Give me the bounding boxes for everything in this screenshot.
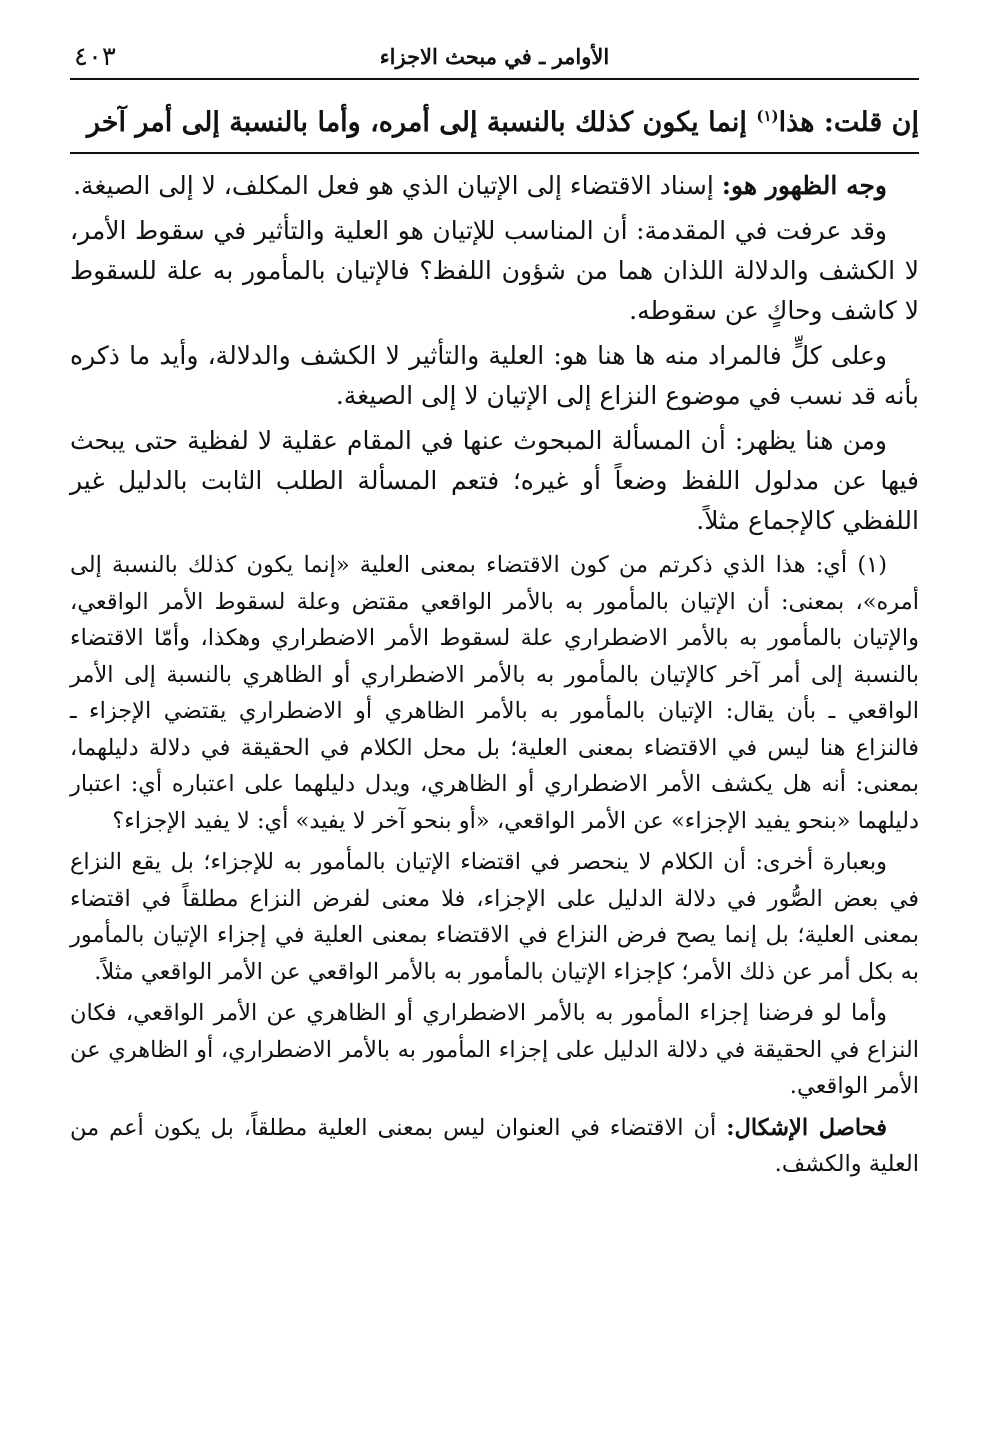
footnote-marker: (١) (756, 107, 779, 125)
paragraph-text: وعلى كلٍّ فالمراد منه ها هنا هو: العلية والتأثير لا الكشف والدلالة، وأيد ما ذكره بأنه قد نسب في موضوع النزاع إلى الإتيان لا إلى الصيغة. (70, 341, 919, 410)
running-title: الأوامر ـ في مبحث الاجزاء (379, 44, 610, 69)
paragraph-text: أن الاقتضاء في العنوان ليس بمعنى العلية مطلقاً، بل يكون أعم من العلية والكشف. (70, 1114, 919, 1177)
paragraph-lead: فحاصل الإشكال: (726, 1114, 887, 1141)
paragraph-text: وأما لو فرضنا إجزاء المأمور به بالأمر الاضطراري أو الظاهري عن الأمر الواقعي، فكان النزاع في الحقيقة في دلالة الدليل على إجزاء المأمور به بالأمر الاضطراري، أو الظاهري عن الأمر الواقعي. (70, 1000, 919, 1099)
commentary-paragraph (70, 336, 919, 416)
paragraph-text: ومن هنا يظهر: أن المسألة المبحوث عنها في المقام عقلية لا لفظية حتى يبحث فيها عن مدلول اللفظ وضعاً أو غيره؛ فتعم المسألة الطلب الثابت بالدليل غير اللفظي كالإجماع مثلاً. (70, 426, 919, 535)
matn-line (70, 80, 919, 152)
commentary-paragraph (70, 166, 919, 206)
footnote-paragraph (70, 547, 919, 839)
matn-rule (70, 152, 919, 154)
footnote-paragraph (70, 1110, 919, 1183)
footnote-paragraph (70, 844, 919, 990)
matn-text-end: إنما يكون كذلك بالنسبة إلى أمره، وأما بالنسبة إلى أمر آخر (86, 107, 757, 138)
paragraph-text: وقد عرفت في المقدمة: أن المناسب للإتيان هو العلية والتأثير في سقوط الأمر، لا الكشف والدلالة اللذان هما من شؤون اللفظ؟ فالإتيان بالمأمور به علة للسقوط لا كاشف وحاكٍ عن سقوطه. (70, 216, 919, 325)
paragraph-lead: وجه الظهور هو: (721, 171, 887, 200)
commentary-paragraph (70, 421, 919, 541)
paragraph-text: وبعبارة أخرى: أن الكلام لا ينحصر في اقتضاء الإتيان بالمأمور به للإجزاء؛ بل يقع النزاع في بعض الصُّور في دلالة الدليل على الإجزاء، فلا معنى لفرض النزاع مطلقاً في اقتضاء بمعنى العلية؛ بل إنما يصح فرض النزاع في الاقتضاء بمعنى العلية في إجزاء الإتيان بالمأمور به بكل أمر عن ذلك الأمر؛ كإجزاء الإتيان بالمأمور به بالأمر الواقعي عن الأمر الواقعي مثلاً. (70, 849, 919, 985)
paragraph-text: إسناد الاقتضاء إلى الإتيان الذي هو فعل المكلف، لا إلى الصيغة. (73, 171, 722, 200)
matn-text-start: إن قلت: هذا (778, 107, 919, 138)
footnote-paragraph (70, 995, 919, 1105)
footnotes-section (70, 547, 919, 1183)
commentary-section (70, 166, 919, 541)
paragraph-text: (١) أي: هذا الذي ذكرتم من كون الاقتضاء بمعنى العلية «إنما يكون كذلك بالنسبة إلى أمره»، بمعنى: أن الإتيان بالمأمور به بالأمر الواقعي مقتض وعلة لسقوط الأمر الواقعي، والإتيان بالمأمور به بالأمر الاضطراري علة لسقوط الأمر الاضطراري وهكذا، وأمّا الاقتضاء بالنسبة إلى أمر آخر كالإتيان بالمأمور به بالأمر الاضطراري أو الظاهري بالنسبة إلى الأمر الواقعي ـ بأن يقال: الإتيان بالمأمور به بالأمر الظاهري أو الاضطراري يقتضي الإجزاء ـ فالنزاع هنا ليس في الاقتضاء بمعنى العلية؛ بل محل الكلام في الحقيقة في دلالة دليلهما، بمعنى: أنه هل يكشف الأمر الاضطراري أو الظاهري، ويدل دليلهما على اعتباره أي: اعتبار دليلهما «بنحو يفيد الإجزاء» عن الأمر الواقعي، «أو بنحو آخر لا يفيد» أي: لا يفيد الإجزاء؟ (70, 552, 919, 834)
running-header (70, 38, 919, 78)
commentary-paragraph (70, 211, 919, 331)
page-number: ٤٠٣ (74, 42, 116, 72)
